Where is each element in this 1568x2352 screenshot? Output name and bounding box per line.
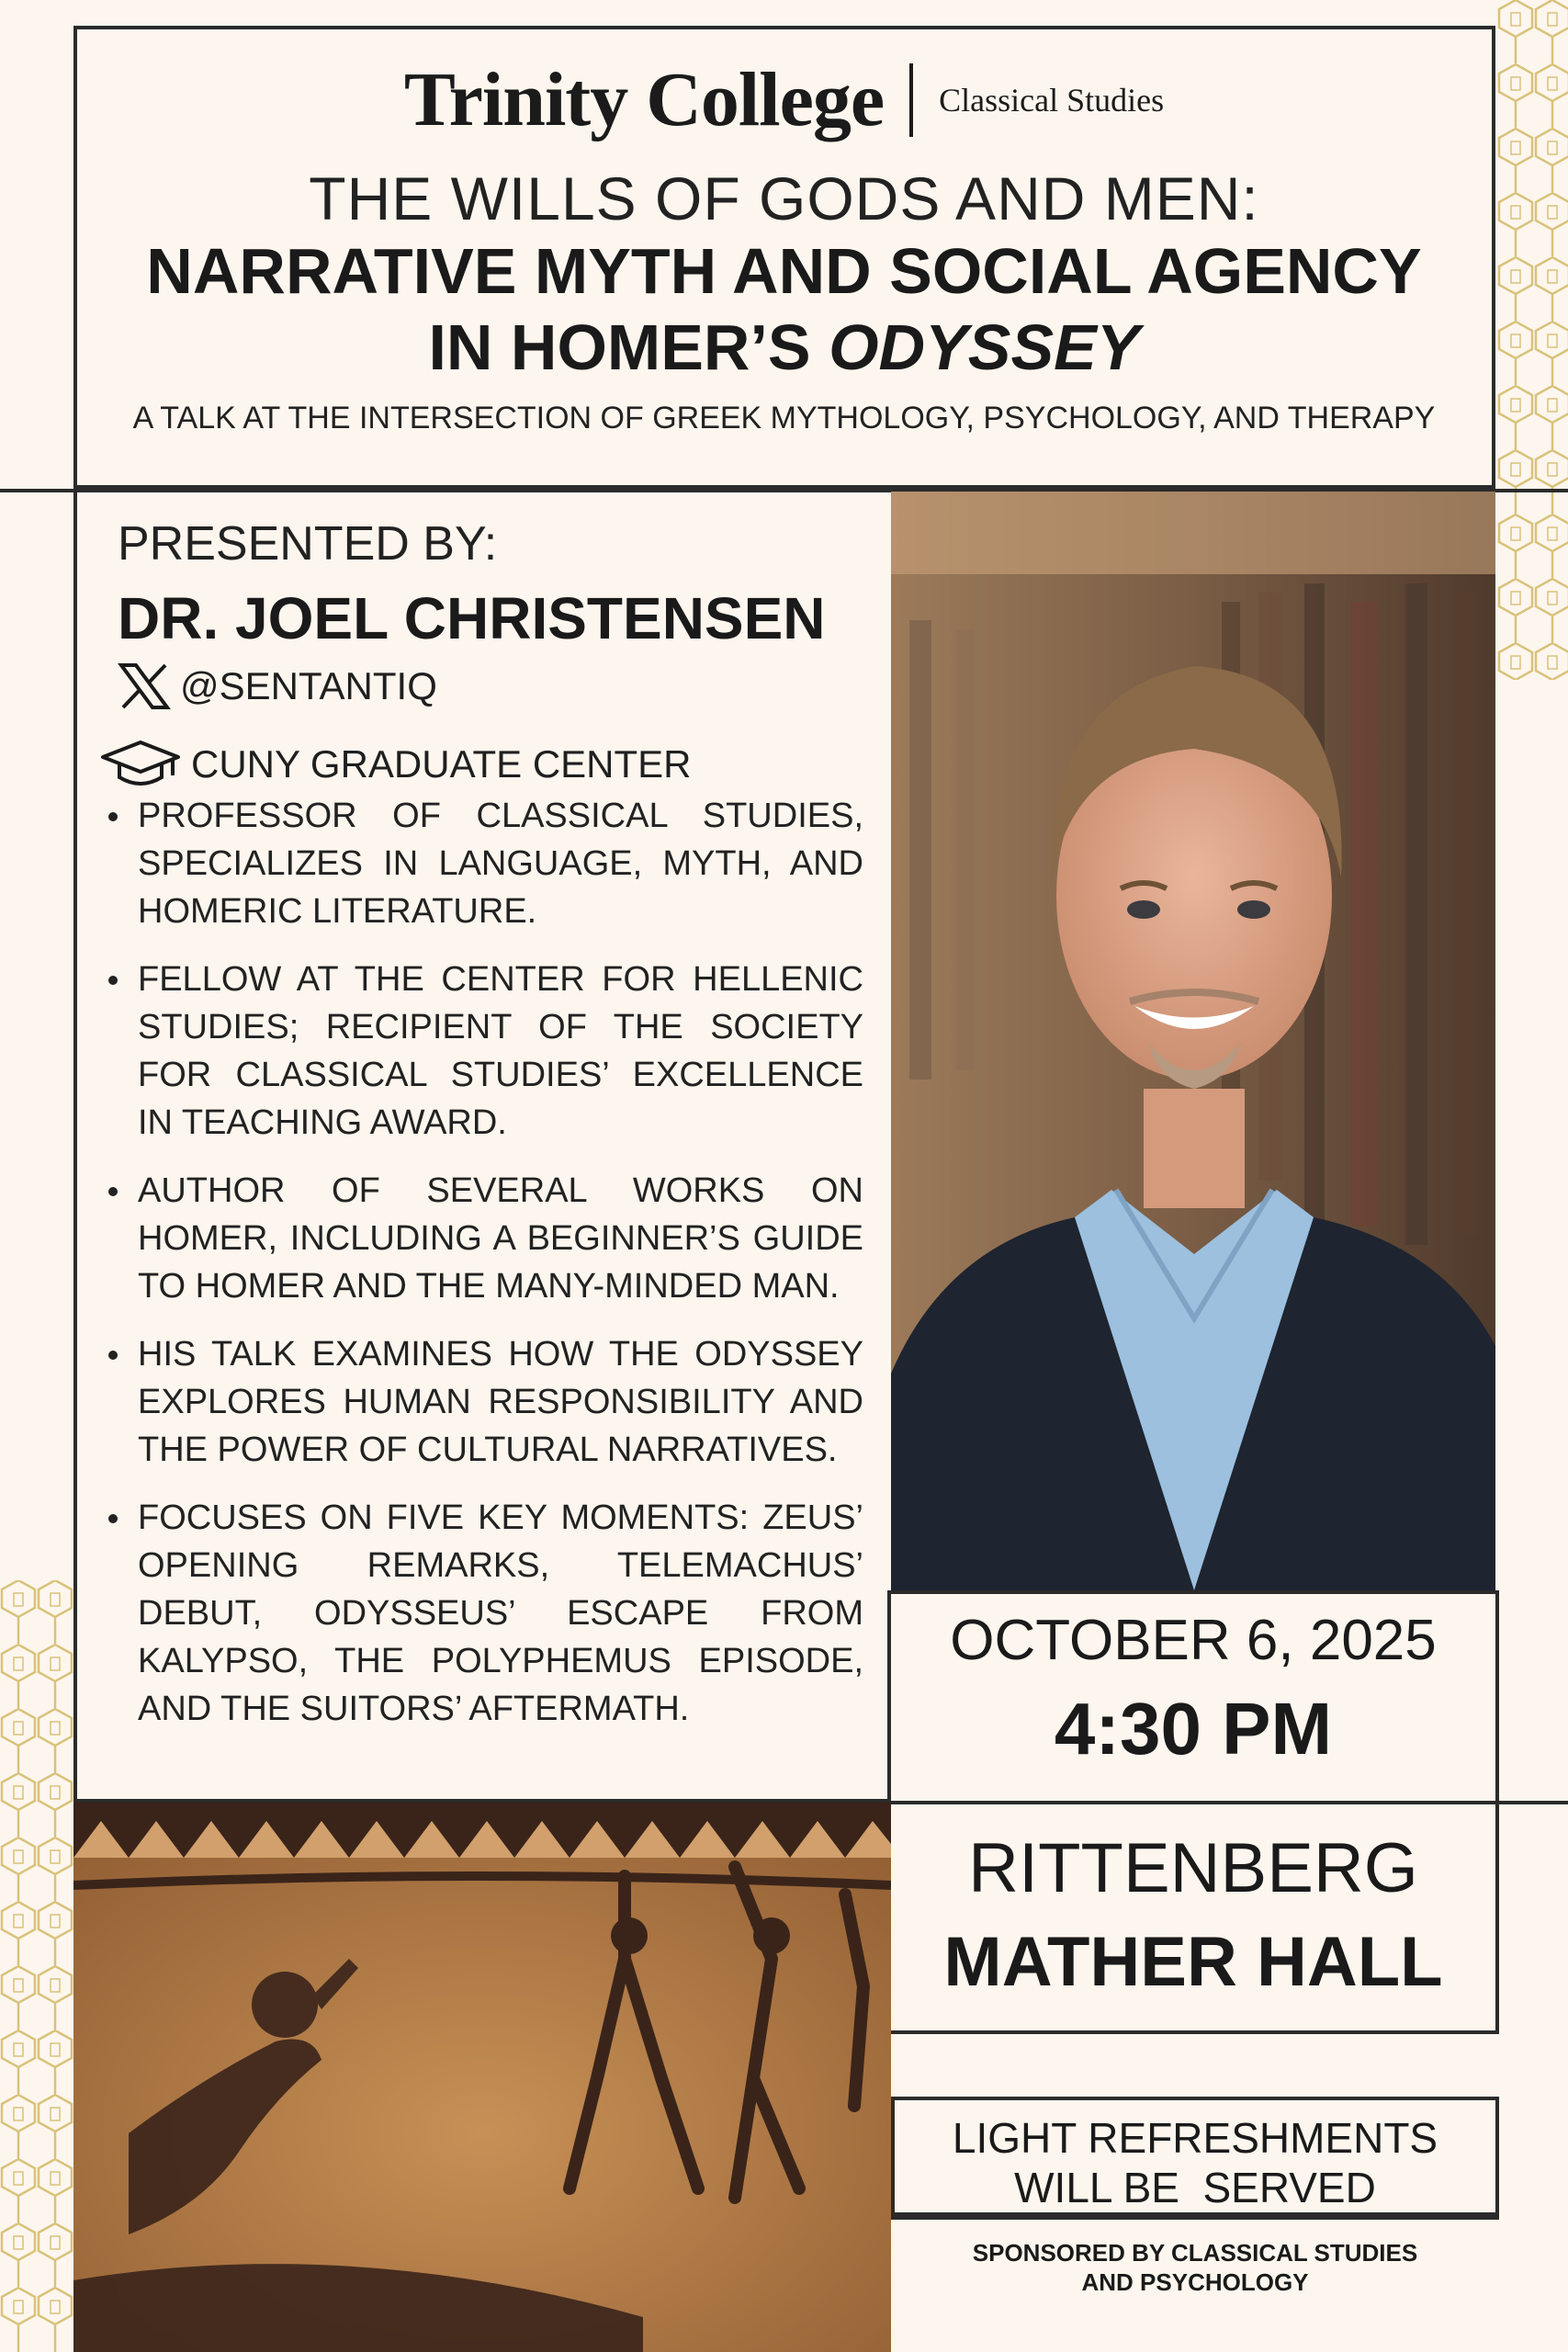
refreshments-line2: WILL BE SERVED [1014, 2164, 1376, 2211]
refreshments-note [891, 2113, 1499, 2212]
talk-title-line1: THE WILLS OF GODS AND MEN: [309, 164, 1259, 232]
talk-title-line2: NARRATIVE MYTH AND SOCIAL AGENCY [146, 235, 1422, 307]
divider [887, 1801, 1568, 1804]
divider [887, 2216, 1499, 2220]
institution-name: CUNY GRADUATE CENTER [191, 742, 692, 786]
talk-title-line3 [0, 311, 1568, 384]
sponsor-note [891, 2238, 1499, 2297]
list-item: PROFESSOR OF CLASSICAL STUDIES, SPECIALIZES IN LANGUAGE, MYTH, AND HOMERIC LITERATURE. [101, 792, 863, 935]
social-handle[interactable] [118, 663, 437, 709]
graduation-cap-icon [99, 739, 182, 790]
honeycomb-pattern-left [0, 1580, 73, 2352]
list-item: AUTHOR OF SEVERAL WORKS ON HOMER, INCLUDING A BEGINNER’S GUIDE TO HOMER AND THE MANY-MINDED MAN. [101, 1167, 863, 1310]
greek-vase-image [73, 1803, 891, 2352]
speaker-bio-list [101, 792, 863, 1753]
venue-room: RITTENBERG [968, 1829, 1418, 1907]
divider [887, 1590, 1499, 1594]
college-name: Trinity College [403, 57, 885, 142]
sponsor-line1: SPONSORED BY CLASSICAL STUDIES [972, 2239, 1418, 2267]
brand-lockup [0, 55, 1568, 144]
event-date: OCTOBER 6, 2025 [950, 1609, 1437, 1672]
talk-subtitle: A TALK AT THE INTERSECTION OF GREEK MYTHOLOGY, PSYCHOLOGY, AND THERAPY [132, 401, 1436, 435]
institution [99, 739, 692, 790]
list-item: FOCUSES ON FIVE KEY MOMENTS: ZEUS’ OPENING REMARKS, TELEMACHUS’ DEBUT, ODYSSEUS’ ESCAPE FROM KALYPSO, THE POLYPHEMUS EPISODE, AND THE SUITORS’ AFTERMATH. [101, 1494, 863, 1733]
department-name: Classical Studies [939, 81, 1165, 119]
divider [887, 2030, 1499, 2034]
sponsor-line2: AND PSYCHOLOGY [1081, 2268, 1309, 2296]
list-item: FELLOW AT THE CENTER FOR HELLENIC STUDIES; RECIPIENT OF THE SOCIETY FOR CLASSICAL STUDIES’ EXCELLENCE IN TEACHING AWARD. [101, 956, 863, 1147]
x-logo-icon [118, 663, 171, 709]
speaker-name: DR. JOEL CHRISTENSEN [118, 585, 826, 651]
refreshments-line1: LIGHT REFRESHMENTS [952, 2114, 1438, 2162]
list-item: HIS TALK EXAMINES HOW THE ODYSSEY EXPLORES HUMAN RESPONSIBILITY AND THE POWER OF CULTURAL NARRATIVES. [101, 1330, 863, 1474]
divider [1495, 1590, 1499, 2031]
speaker-photo [891, 492, 1495, 1590]
brand-separator [909, 63, 913, 137]
event-time: 4:30 PM [1054, 1688, 1333, 1770]
handle-text: @SENTANTIQ [180, 664, 437, 707]
presented-by-label: PRESENTED BY: [118, 517, 498, 571]
title-prefix: IN HOMER’S [428, 311, 829, 383]
title-italic: ODYSSEY [829, 311, 1140, 383]
venue-building: MATHER HALL [943, 1923, 1443, 2001]
